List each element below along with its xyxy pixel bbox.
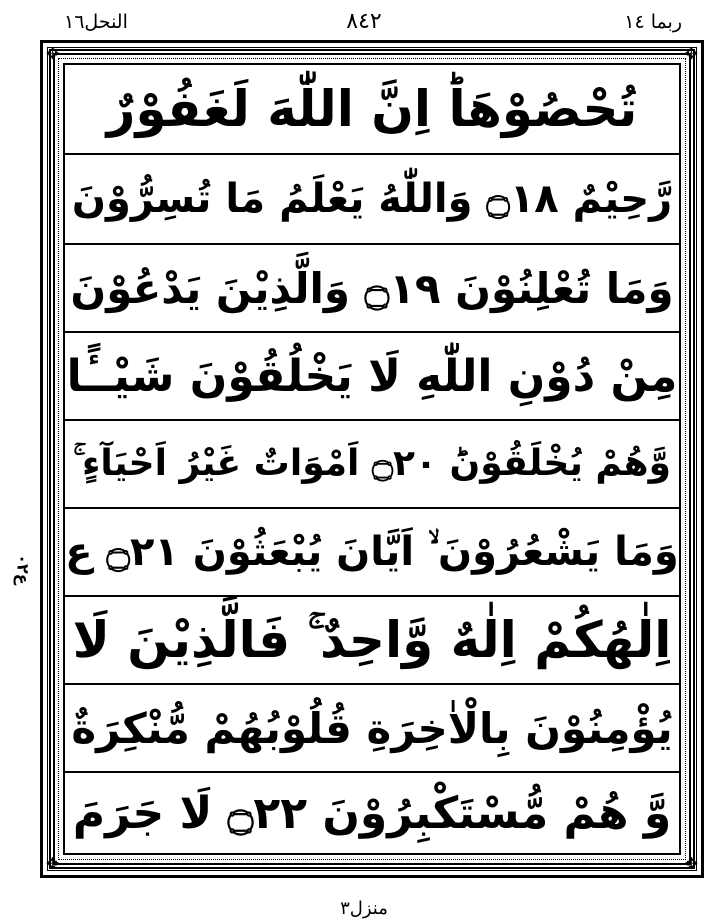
text-line-9: وَّ هُمْ مُّسْتَكْبِرُوْنَ ۝٢٢ لَا جَرَمَ [72, 787, 672, 839]
text-line-6: وَمَا يَشْعُرُوْنَ ۙ اَيَّانَ يُبْعَثُوْنَ ۝٢١ ع [65, 529, 679, 575]
text-line-4: مِنْ دُوْنِ اللّٰهِ لَا يَخْلُقُوْنَ شَيْــًٔا [66, 350, 678, 402]
manzil-footer: منزل٣ [340, 898, 388, 919]
surah-name: النحل١٦ [64, 11, 128, 33]
corner-ornament-icon: ✥ [684, 854, 698, 873]
para-name: ربما ١٤ [624, 11, 682, 33]
margin-note: ع٠٢ [13, 554, 33, 585]
corner-ornament-icon: ✥ [46, 44, 60, 63]
page-frame [40, 40, 704, 878]
text-line-5: وَّهُمْ يُخْلَقُوْنَؕ ۝٢٠ اَمْوَاتٌ غَيْرُ اَحْيَآءٍ ۚ [73, 443, 671, 484]
text-line-1: تُحْصُوْهَاؕ اِنَّ اللّٰهَ لَغَفُوْرٌ [106, 80, 638, 138]
text-line-7: اِلٰهُكُمْ اِلٰهٌ وَّاحِدٌ ۚ فَالَّذِيْنَ لَا [72, 610, 672, 669]
text-line-8: يُؤْمِنُوْنَ بِالْاٰخِرَةِ قُلُوْبُهُمْ مُّنْكِرَةٌ [71, 703, 673, 753]
text-block [63, 63, 681, 855]
corner-ornament-icon: ✥ [684, 44, 698, 63]
text-line-2: رَّحِيْمٌ ۝١٨ وَاللّٰهُ يَعْلَمُ مَا تُسِرُّوْنَ [71, 176, 673, 222]
corner-ornament-icon: ✥ [46, 854, 60, 873]
text-line-3: وَمَا تُعْلِنُوْنَ ۝١٩ وَالَّذِيْنَ يَدْعُوْنَ [70, 263, 674, 313]
page-number: ٨٤٢ [346, 9, 382, 34]
